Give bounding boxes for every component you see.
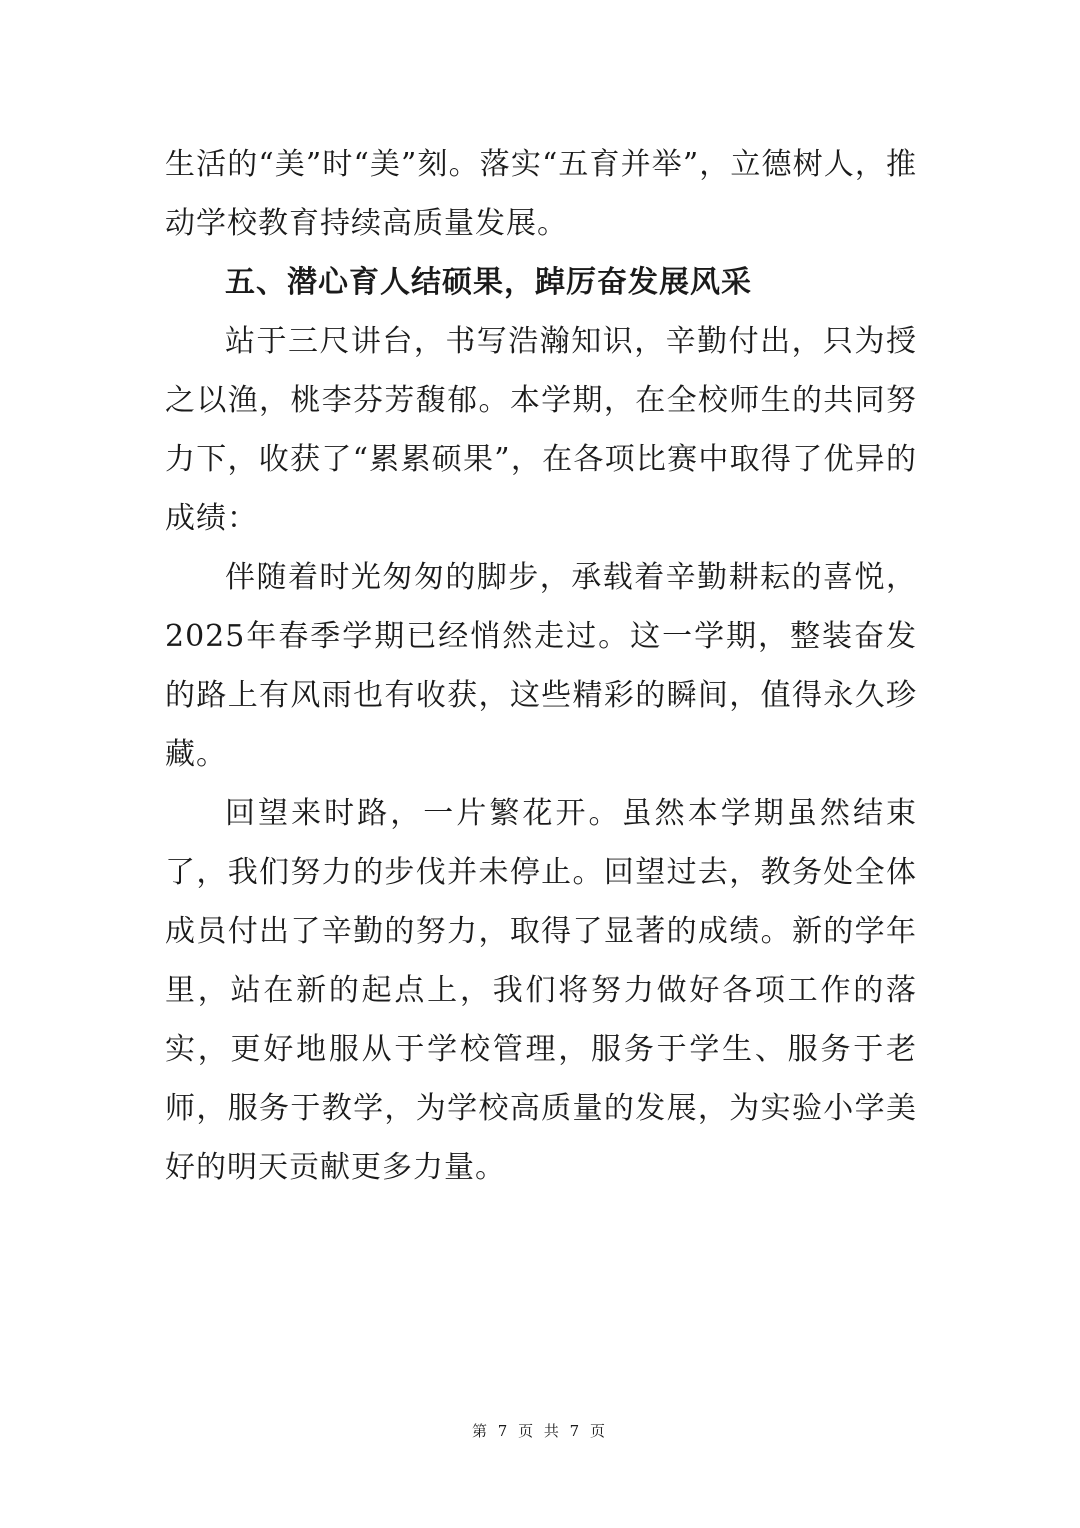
document-body — [165, 135, 917, 1197]
paragraph-continuation: 生活的“美”时“美”刻。落实“五育并举”，立德树人，推动学校教育持续高质量发展。 — [165, 147, 917, 241]
paragraph-achievements: 站于三尺讲台，书写浩瀚知识，辛勤付出，只为授之以渔，桃李芬芳馥郁。本学期，在全校师生的共同努力下，收获了“累累硕果”，在各项比赛中取得了优异的成绩： — [165, 324, 917, 536]
paragraph-outlook: 回望来时路，一片繁花开。虽然本学期虽然结束了，我们努力的步伐并未停止。回望过去，教务处全体成员付出了辛勤的努力，取得了显著的成绩。新的学年里，站在新的起点上，我们将努力做好各项工作的落实，更好地服从于学校管理，服务于学生、服务于老师，服务于教学，为学校高质量的发展，为实验小学美好的明天贡献更多力量。 — [165, 796, 917, 1185]
section-heading: 五、潜心育人结硕果，踔厉奋发展风采 — [225, 265, 752, 300]
page-number-footer: 第 7 页 共 7 页 — [472, 1422, 608, 1440]
paragraph-semester: 伴随着时光匆匆的脚步，承载着辛勤耕耘的喜悦，2025年春季学期已经悄然走过。这一学期，整装奋发的路上有风雨也有收获，这些精彩的瞬间，值得永久珍藏。 — [165, 560, 917, 772]
